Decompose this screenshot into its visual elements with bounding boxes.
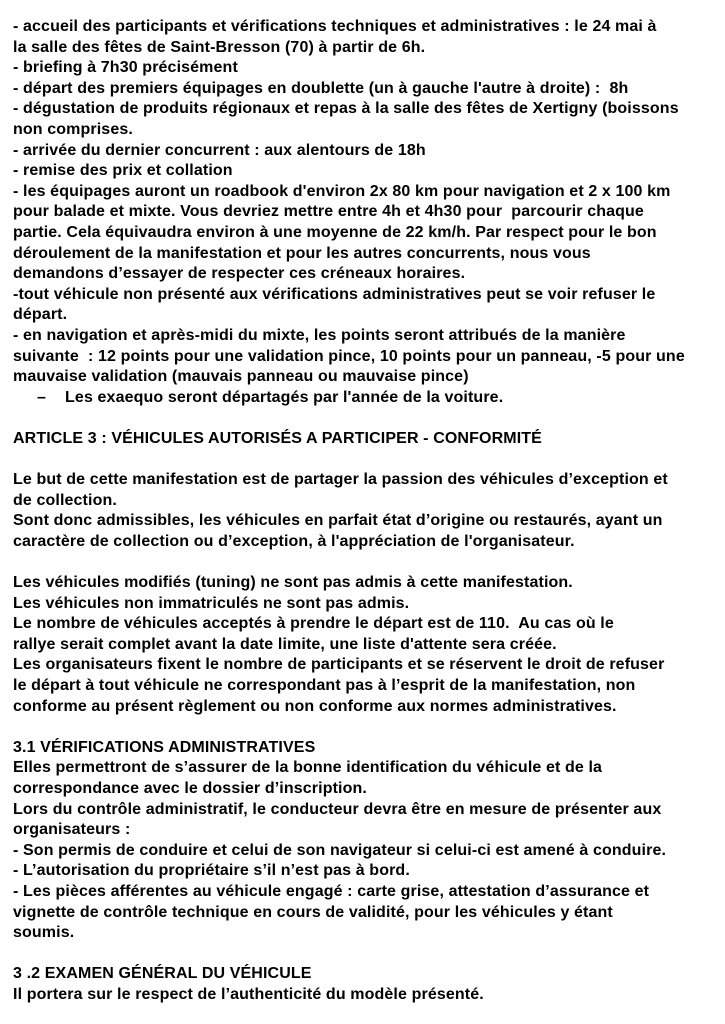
- text-line: Les véhicules modifiés (tuning) ne sont pas admis à cette manifestation.: [13, 574, 573, 592]
- text-line: - remise des prix et collation: [13, 162, 233, 180]
- text-line: -tout véhicule non présenté aux vérifications administratives peut se voir refuser le: [13, 285, 656, 303]
- text-line: partie. Cela équivaudra environ à une moyenne de 22 km/h. Par respect pour le bon: [13, 223, 657, 241]
- list-item-text: Les exaequo seront départagés par l'année de la voiture.: [65, 388, 504, 406]
- text-line: soumis.: [13, 924, 75, 942]
- text-line: conforme au présent règlement ou non conforme aux normes administratives.: [13, 697, 617, 715]
- text-line: Les véhicules non immatriculés ne sont pas admis.: [13, 594, 410, 612]
- text-line: suivante : 12 points pour une validation pince, 10 points pour un panneau, -5 pour une: [13, 347, 685, 365]
- text-line: de collection.: [13, 491, 117, 509]
- text-line: rallye serait complet avant la date limite, une liste d'attente sera créée.: [13, 635, 557, 653]
- text-line: la salle des fêtes de Saint-Bresson (70) à partir de 6h.: [13, 38, 426, 56]
- text-line: départ.: [13, 306, 68, 324]
- text-line: - briefing à 7h30 précisément: [13, 59, 238, 77]
- text-line: - les équipages auront un roadbook d'environ 2x 80 km pour navigation et 2 x 100 km: [13, 182, 671, 200]
- text-line: - en navigation et après-midi du mixte, les points seront attribués de la manière: [13, 326, 626, 344]
- text-line: mauvaise validation (mauvais panneau ou mauvaise pince): [13, 368, 469, 386]
- text-line: vignette de contrôle technique en cours de validité, pour les véhicules y étant: [13, 903, 613, 921]
- blank-line: [13, 408, 713, 429]
- text-line: - arrivée du dernier concurrent : aux alentours de 18h: [13, 141, 426, 159]
- text-line: correspondance avec le dossier d’inscription.: [13, 779, 367, 797]
- text-line: organisateurs :: [13, 821, 131, 839]
- text-line: pour balade et mixte. Vous devriez mettre entre 4h et 4h30 pour parcourir chaque: [13, 203, 644, 221]
- text-line: Sont donc admissibles, les véhicules en parfait état d’origine ou restaurés, ayant un: [13, 512, 663, 530]
- text-line: Elles permettront de s’assurer de la bonne identification du véhicule et de la: [13, 759, 603, 777]
- text-line: non comprises.: [13, 120, 133, 138]
- blank-line: [13, 944, 713, 965]
- text-line: demandons d’essayer de respecter ces créneaux horaires.: [13, 265, 466, 283]
- text-line: - L’autorisation du propriétaire s’il n’est pas à bord.: [13, 862, 410, 880]
- text-line: - Les pièces afférentes au véhicule engagé : carte grise, attestation d’assurance et: [13, 882, 650, 900]
- blank-line: [13, 552, 713, 573]
- text-line: - accueil des participants et vérifications techniques et administratives : le 24 mai à: [13, 18, 657, 35]
- list-dash-marker: –: [37, 388, 47, 406]
- text-line: déroulement de la manifestation et pour les autres concurrents, nous vous: [13, 244, 591, 262]
- text-line: - départ des premiers équipages en doublette (un à gauche l'autre à droite) : 8h: [13, 79, 629, 97]
- text-line: Lors du contrôle administratif, le conducteur devra être en mesure de présenter aux: [13, 800, 662, 818]
- text-line: caractère de collection ou d’exception, à l'appréciation de l'organisateur.: [13, 532, 575, 550]
- section-heading: 3 .2 EXAMEN GÉNÉRAL DU VÉHICULE: [13, 965, 312, 983]
- section-heading: 3.1 VÉRIFICATIONS ADMINISTRATIVES: [13, 738, 316, 756]
- text-line: - dégustation de produits régionaux et repas à la salle des fêtes de Xertigny (boissons: [13, 100, 679, 118]
- list-item: [13, 388, 713, 409]
- text-line: Le but de cette manifestation est de partager la passion des véhicules d’exception et: [13, 471, 668, 489]
- section-heading: ARTICLE 3 : VÉHICULES AUTORISÉS A PARTICIPER - CONFORMITÉ: [13, 429, 542, 447]
- text-line: Il portera sur le respect de l’authenticité du modèle présenté.: [13, 985, 484, 1003]
- document-text-block: [13, 17, 713, 1006]
- blank-line: [13, 717, 713, 738]
- text-line: - Son permis de conduire et celui de son navigateur si celui-ci est amené à conduire.: [13, 841, 667, 859]
- text-line: le départ à tout véhicule ne correspondant pas à l’esprit de la manifestation, non: [13, 677, 636, 694]
- text-line: Les organisateurs fixent le nombre de participants et se réservent le droit de refuser: [13, 656, 665, 674]
- text-line: Le nombre de véhicules acceptés à prendre le départ est de 110. Au cas où le: [13, 615, 614, 633]
- blank-line: [13, 449, 713, 470]
